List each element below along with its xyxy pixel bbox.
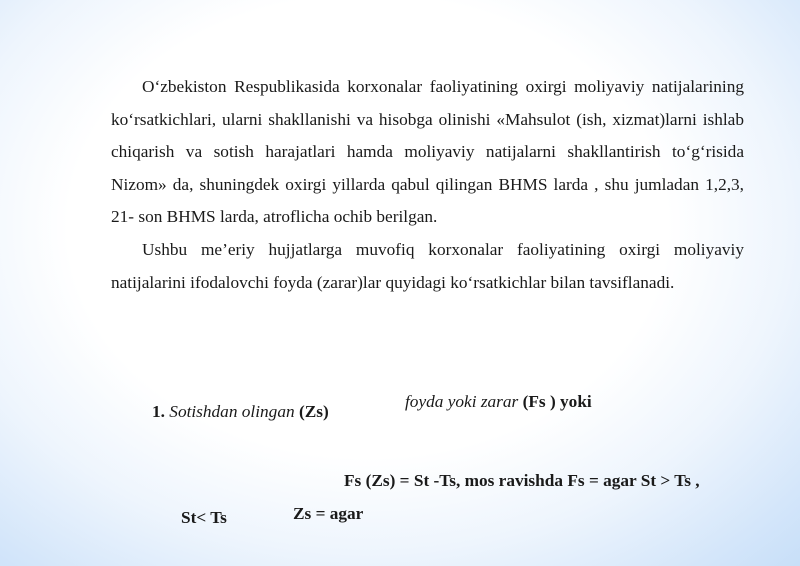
- body-text: [111, 71, 744, 299]
- formula-item-1: [152, 401, 329, 423]
- item-bold-symbol: (Zs): [298, 402, 329, 421]
- item-number: 1.: [152, 402, 165, 421]
- profit-bold-symbol: (Fs ) yoki: [522, 392, 592, 411]
- paragraph-2: Ushbu me’eriy hujjatlarga muvofiq korxonalar faoliyatining oxirgi moliyaviy natijalarini ifodalovchi foyda (zarar)lar quyidagi ko‘rsatkichlar bilan tavsiflanadi.: [111, 239, 744, 292]
- formula-condition-st: St< Ts: [181, 508, 227, 527]
- item-italic-text: Sotishdan olingan: [169, 402, 295, 421]
- formula-profit-label: [405, 391, 592, 413]
- paragraph-1: O‘zbekiston Respublikasida korxonalar faoliyatining oxirgi moliyaviy natijalarining ko‘rsatkichlari, ularni shakllanishi va hisobga olinishi «Mahsulot (ish, xizmat)larni ishlab chiqarish va sotish harajatlari hamda moliyaviy natijalarni shakllantirish to‘g‘risida Nizom» da, shuningdek oxirgi yillarda qabul qilingan BHMS larda , shu jumladan 1,2,3, 21- son BHMS larda, atroflicha ochib berilgan.: [111, 77, 744, 227]
- formula-condition-zs: Zs = agar: [293, 504, 364, 523]
- formula-main-line: Fs (Zs) = St -Ts, mos ravishda Fs = agar St > Ts ,: [344, 471, 700, 490]
- profit-italic-text: foyda yoki zarar: [405, 392, 519, 411]
